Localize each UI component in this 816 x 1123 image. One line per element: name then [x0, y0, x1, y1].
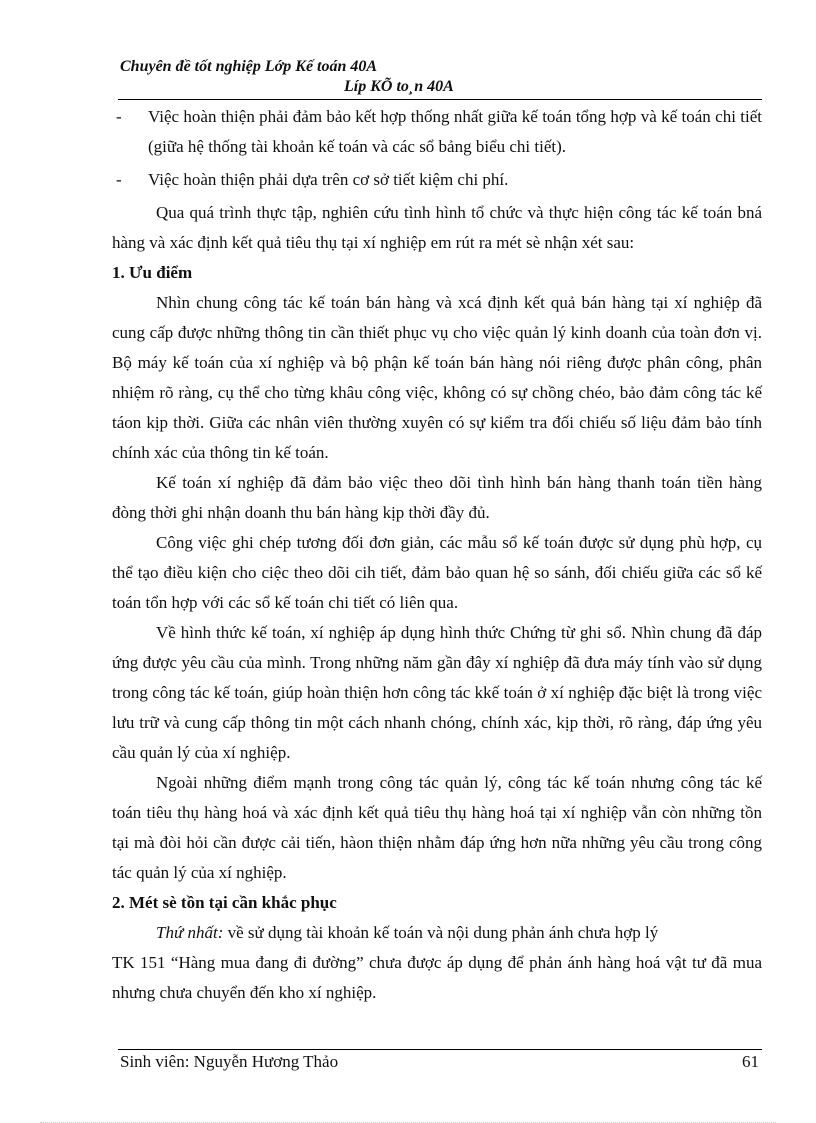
footer-student: Sinh viên: Nguyễn Hương Thảo	[120, 1052, 339, 1071]
section2-lead-italic: Thứ nhất:	[156, 923, 224, 942]
section1-paragraph: Công việc ghi chép tương đối đơn giản, các mẫu sổ kế toán được sử dụng phù hợp, cụ thể tạo điều kiện cho ciệc theo dõi cih tiết, đảm bảo quan hệ so sánh, đối chiếu giữa các sổ kế toán tổn hợp với các sổ kế toán chi tiết có liên qua.	[112, 533, 762, 612]
section1-paragraph: Ngoài những điểm mạnh trong công tác quản lý, công tác kế toán nhưng công tác kế toán tiêu thụ hàng hoá và xác định kết quả tiêu thụ hàng hoá tại xí nghiệp vẫn còn những tồn tại mà đòi hỏi cần được cải tiến, hàon thiện nhằm đáp ứng hơn nữa những yêu cầu trong công tác quản lý của xí nghiệp.	[112, 773, 762, 882]
page-body	[112, 102, 762, 1008]
section1-paragraph: Về hình thức kế toán, xí nghiệp áp dụng hình thức Chứng từ ghi sổ. Nhìn chung đã đáp ứng được yêu cầu của mình. Trong những năm gần đây xí nghiệp đã đưa máy tính vào sử dụng trong công tác kế toán, giúp hoàn thiện hơn công tác kkế toán ở xí nghiệp đặc biệt là trong việc lưu trữ và cung cấp thông tin một cách nhanh chóng, chính xác, kịp thời, rõ ràng, đáp ứng yêu cầu quản lý của xí nghiệp.	[112, 623, 762, 762]
section2-lead-rest: về sử dụng tài khoản kế toán và nội dung phản ánh chưa hợp lý	[223, 923, 659, 942]
dash-marker: -	[116, 170, 122, 189]
intro-paragraph: Qua quá trình thực tập, nghiên cứu tình hình tổ chức và thực hiện công tác kế toán bná hàng và xác định kết quả tiêu thụ tại xí nghiệp em rút ra mét sè nhận xét sau:	[112, 203, 762, 252]
dash-item-text: Việc hoàn thiện phải dựa trên cơ sở tiết kiệm chi phí.	[148, 170, 509, 189]
footer-rule	[118, 1049, 762, 1050]
page-number: 61	[742, 1052, 759, 1071]
header-title: Chuyên đề tốt nghiệp Lớp Kế toán 40A	[120, 58, 378, 75]
dash-item-text: Việc hoàn thiện phải đảm bảo kết hợp thống nhất giữa kế toán tổng hợp và kế toán chi tiết (giữa hệ thống tài khoản kế toán và các sổ bảng biểu chi tiết).	[148, 107, 762, 156]
section1-paragraph: Kế toán xí nghiệp đã đảm bảo việc theo dõi tình hình bán hàng thanh toán tiền hàng đòng thời ghi nhận doanh thu bán hàng kịp thời đầy đủ.	[112, 473, 762, 522]
section1-paragraph: Nhìn chung công tác kế toán bán hàng và xcá định kết quả bán hàng tại xí nghiệp đã cung cấp được những thông tin cần thiết phục vụ cho việc quản lý kinh doanh của toàn đơn vị. Bộ máy kế toán của xí nghiệp và bộ phận kế toán bán hàng nói riêng được phân công, phân nhiệm rõ ràng, cụ thể cho từng khâu công việc, không có sự chồng chéo, bảo đảm công tác kế táon kịp thời. Giữa các nhân viên thường xuyên có sự kiểm tra đối chiếu số liệu đảm bảo tính chính xác của thông tin kế toán.	[112, 293, 762, 462]
section2-lead	[112, 918, 762, 948]
dash-item	[112, 165, 762, 195]
dash-item	[112, 102, 762, 162]
section2-paragraph: TK 151 “Hàng mua đang đi đường” chưa được áp dụng để phản ánh hàng hoá vật tư đã mua nhưng chưa chuyển đến kho xí nghiệp.	[112, 953, 762, 1002]
section1-heading: 1. Ưu điểm	[112, 263, 193, 282]
dash-marker: -	[116, 107, 122, 126]
header-subtitle: Líp KÕ to¸n 40A	[344, 78, 454, 95]
header-rule	[118, 99, 762, 100]
section2-heading: 2. Mét sè tồn tại cần khắc phục	[112, 893, 337, 912]
